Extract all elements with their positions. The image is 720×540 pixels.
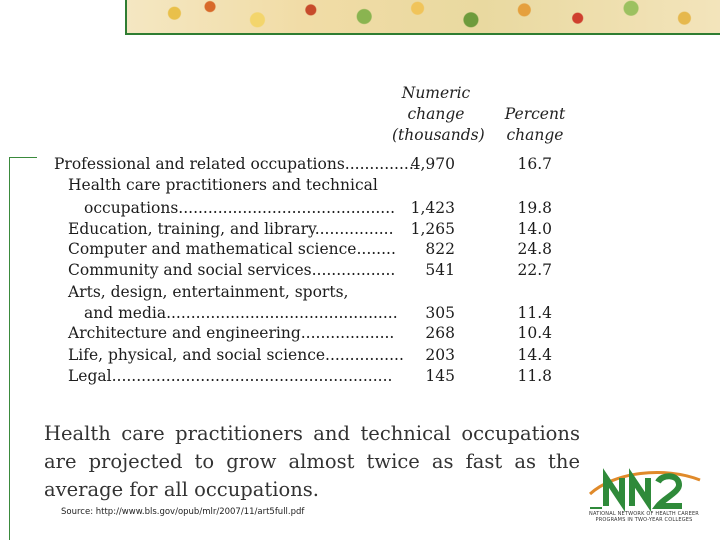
row-label: Community and social services.................	[68, 261, 396, 279]
row-label-continued: occupations............................................	[84, 199, 396, 217]
percent-change-value: 14.4	[517, 346, 552, 364]
row-label: Education, training, and library................	[68, 220, 394, 238]
numeric-change-value: 822	[425, 240, 455, 258]
table-row-community	[0, 260, 600, 281]
row-label: Architecture and engineering...................	[68, 324, 395, 342]
percent-change-value: 11.4	[517, 304, 552, 322]
percent-change-value: 19.8	[517, 199, 552, 217]
numeric-change-value: 1,265	[410, 220, 455, 238]
source-citation: Source: http://www.bls.gov/opub/mlr/2007/11/art5full.pdf	[61, 507, 305, 517]
table-row-education	[0, 219, 600, 240]
logo-tagline: NATIONAL NETWORK OF HEALTH CAREER PROGRAMS IN TWO-YEAR COLLEGES	[589, 511, 699, 523]
numeric-change-value: 541	[425, 261, 455, 279]
floral-banner-image	[127, 0, 720, 33]
row-label-continued: and media...............................................	[84, 304, 398, 322]
row-label: Legal.........................................................	[68, 367, 393, 385]
numeric-change-value: 145	[425, 367, 455, 385]
percent-change-value: 10.4	[517, 324, 552, 342]
table-row-computer	[0, 239, 600, 260]
table-row-professional	[0, 154, 600, 175]
percent-change-value: 22.7	[517, 261, 552, 279]
numeric-change-value: 4,970	[410, 155, 455, 173]
table-row-architecture	[0, 323, 600, 344]
row-label: Arts, design, entertainment, sports,	[68, 283, 349, 301]
banner-border-left	[125, 0, 127, 35]
row-label: Health care practitioners and technical	[68, 176, 378, 194]
nn2-logo	[584, 462, 704, 528]
table-row-arts	[0, 282, 600, 324]
row-label: Life, physical, and social science................	[68, 346, 404, 364]
summary-caption: Health care practitioners and technical occupations are projected to grow almost twice as fast as the average for all occupations.	[44, 422, 580, 501]
column-header-numeric: Numeric change (thousands)	[392, 84, 485, 144]
table-row-legal	[0, 366, 600, 387]
table-row-life-science	[0, 345, 600, 366]
banner-border-bottom	[125, 33, 720, 35]
numeric-change-value: 1,423	[410, 199, 455, 217]
nn2-logo-mark	[584, 462, 704, 512]
numeric-change-value: 203	[425, 346, 455, 364]
row-label: Computer and mathematical science........	[68, 240, 396, 258]
numeric-change-value: 268	[425, 324, 455, 342]
table-row-health-care	[0, 175, 600, 217]
percent-change-value: 24.8	[517, 240, 552, 258]
percent-change-value: 11.8	[517, 367, 552, 385]
row-label: Professional and related occupations..............	[54, 155, 414, 173]
column-header-percent: Percent change	[504, 105, 566, 144]
numeric-change-value: 305	[425, 304, 455, 322]
percent-change-value: 14.0	[517, 220, 552, 238]
percent-change-value: 16.7	[517, 155, 552, 173]
